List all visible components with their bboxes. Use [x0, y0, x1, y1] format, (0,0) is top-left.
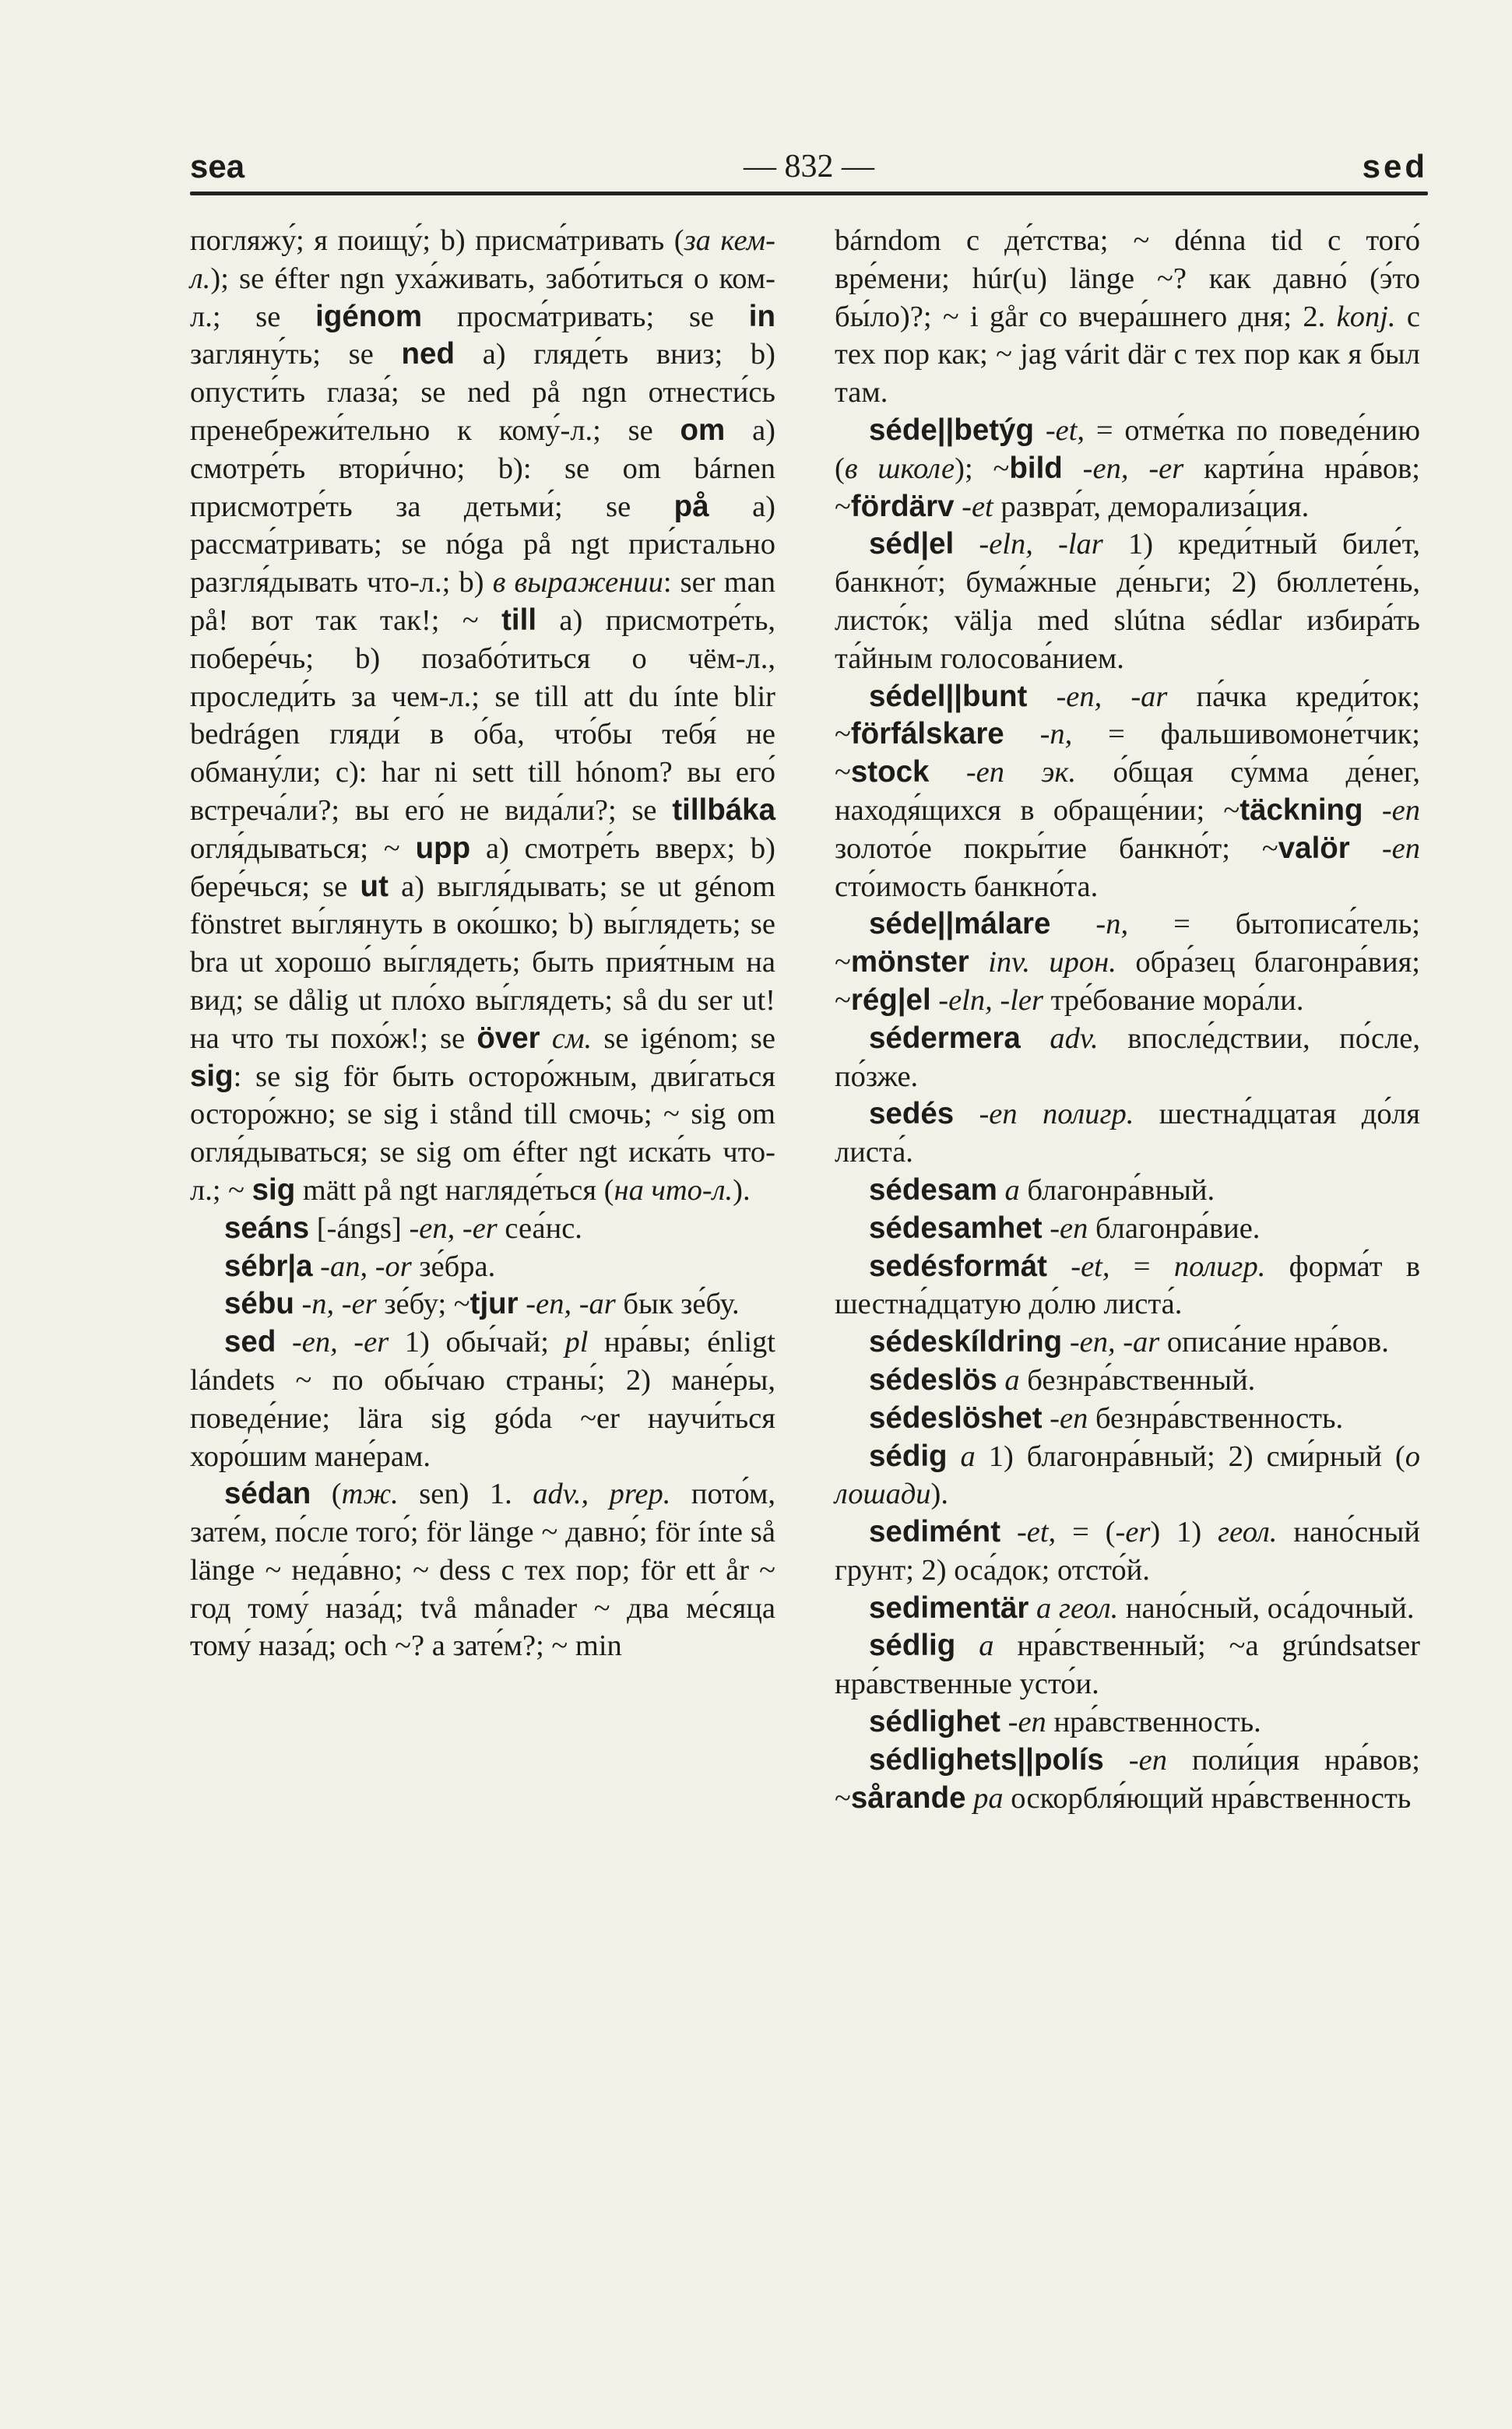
dictionary-entry: sédel||bunt -en, -ar па́чка креди́ток; ~förfálskare -n, = фальшивомоне́тчик; ~stock -en эк. о́бщая су́мма де́нег, находя́щихся в обраще́нии; ~täckning -en золото́е покры́тие банкно́т; ~valör -en сто́имость банкно́та.	[835, 679, 1421, 903]
dictionary-entry: sedésformát -et, = полигр. форма́т в шестна́дцатую до́лю листа́.	[835, 1249, 1421, 1321]
dictionary-entry: sébr|a -an, -or зе́бра.	[224, 1249, 496, 1283]
dictionary-entry: séde||betýg -et, = отме́тка по поведе́нию (в школе); ~bild -en, -er карти́на нра́вов; ~fördärv -et развра́т, деморализа́ция.	[835, 413, 1420, 523]
dictionary-entry: sédermera adv. впосле́дствии, по́сле, по́зже.	[835, 1021, 1420, 1093]
dictionary-entry: sédlig a нра́вственный; ~a grúndsatser нра́вственные усто́и.	[835, 1629, 1420, 1701]
dictionary-entry: sédesam a благонра́вный.	[869, 1172, 1215, 1207]
dictionary-entry: sédlighet -en нра́вственность.	[869, 1705, 1261, 1739]
dictionary-entry: sédeslöshet -en безнра́вственность.	[869, 1401, 1344, 1435]
page-number: — 832 —	[744, 149, 874, 185]
dictionary-entry: seáns [-ángs] -en, -er сеа́нс.	[224, 1211, 582, 1245]
dictionary-entry: sedés -en полигр. шестна́дцатая до́ля листа́.	[835, 1097, 1420, 1169]
right-column	[835, 222, 1420, 1817]
dictionary-entry: sed -en, -er 1) обы́чай; pl нра́вы; énligt lándets ~ по обы́чаю страны́; 2) мане́ры, поведе́ние; lära sig góda ~er научи́ться хоро́шим мане́рам.	[190, 1325, 775, 1473]
dictionary-entry: sédan (тж. sen) 1. adv., prep. пото́м, зате́м, по́сле того́; för länge ~ давно́; för ínte så länge ~ неда́вно; ~ dess с тех пор; för ett år ~ год тому́ наза́д; två månader ~ два ме́сяца тому́ наза́д; och ~? а зате́м?; ~ min	[190, 1477, 776, 1663]
dictionary-entry: sédeslös a безнра́вственный.	[869, 1362, 1256, 1397]
dictionary-entry: sédesamhet -en благонра́вие.	[869, 1211, 1261, 1245]
entry-continuation: погляжу́; я поищу́; b) присма́тривать (за кем-л.); se éfter ngn уха́живать, забо́титься о ком-л.; se igénom просма́тривать; se in загляну́ть; se ned a) гляде́ть вниз; b) опусти́ть глаза́; se ned på ngn отнести́сь пренебрежи́тельно к кому́-л.; se om a) смотре́ть втори́чно; b): se om bárnen присмотре́ть за детьми́; se på a) рассма́тривать; se nóga på ngt при́стально разгля́дывать что-л.; b) в выражении: ser man på! вот так так!; ~ till a) присмотре́ть, побере́чь; b) позабо́титься о чём-л., проследи́ть за чем-л.; se till att du ínte blir bedrágen гляди́ в о́ба, что́бы тебя́ не обману́ли; c): har ni sett till hónom? вы его́ встреча́ли?; вы его́ не вида́ли?; se tillbáka огля́дываться; ~ upp a) смотре́ть вверх; b) бере́чься; se ut a) выгля́дывать; se ut génom fönstret вы́глянуть в око́шко; b) вы́глядеть; se bra ut хорошо́ вы́глядеть; быть прия́тным на вид; se dålig ut пло́хо вы́глядеть; så du ser ut! на что ты похо́ж!; se över см. se igénom; se sig: se sig för быть осторо́жным, дви́гаться осторо́жно; se sig i stånd till смочь; ~ sig om огля́дываться; se sig om éfter ngt иска́ть что-л.; ~ sig mätt på ngt нагляде́ться (на что-л.).	[190, 224, 776, 1207]
dictionary-entry: sedimént -et, = (-er) 1) геол. нано́сный грунт; 2) оса́док; отсто́й.	[835, 1515, 1421, 1587]
dictionary-entry: sedimentär a геол. нано́сный, оса́дочный.	[869, 1591, 1415, 1625]
header-first-word: sea	[190, 148, 245, 185]
page-header	[190, 148, 1428, 195]
dictionary-entry: séd|el -eln, -lar 1) креди́тный биле́т, банкно́т; бума́жные де́ньги; 2) бюллете́нь, листо́к; välja med slútna sédlar избира́ть та́йным голосова́нием.	[835, 527, 1420, 675]
dictionary-entry: sédig a 1) благонра́вный; 2) сми́рный (о лошади).	[835, 1439, 1421, 1511]
entry-continuation: bárndom с де́тства; ~ dénna tid с того́ вре́мени; húr(u) länge ~? как давно́ (э́то бы́ло)?; ~ i går со вчера́шнего дня; 2. konj. с тех пор как; ~ jag várit där с тех пор как я был там.	[835, 224, 1420, 410]
dictionary-entry: sébu -n, -er зе́бу; ~tjur -en, -ar бык зе́бу.	[224, 1287, 740, 1321]
dictionary-entry: sédlighets||polís -en поли́ция нра́вов; ~sårande pa оскорбля́ющий нра́вственность	[835, 1742, 1421, 1815]
left-column	[190, 222, 775, 1665]
dictionary-entry: sédeskíldring -en, -ar описа́ние нра́вов.	[869, 1325, 1389, 1359]
dictionary-entry: séde||málare -n, = бытописа́тель; ~mönster inv. ирон. обра́зец благонра́вия; ~rég|el -eln, -ler тре́бование мора́ли.	[835, 907, 1420, 1017]
header-rule	[190, 192, 1428, 195]
header-last-word: sed	[1362, 148, 1428, 185]
